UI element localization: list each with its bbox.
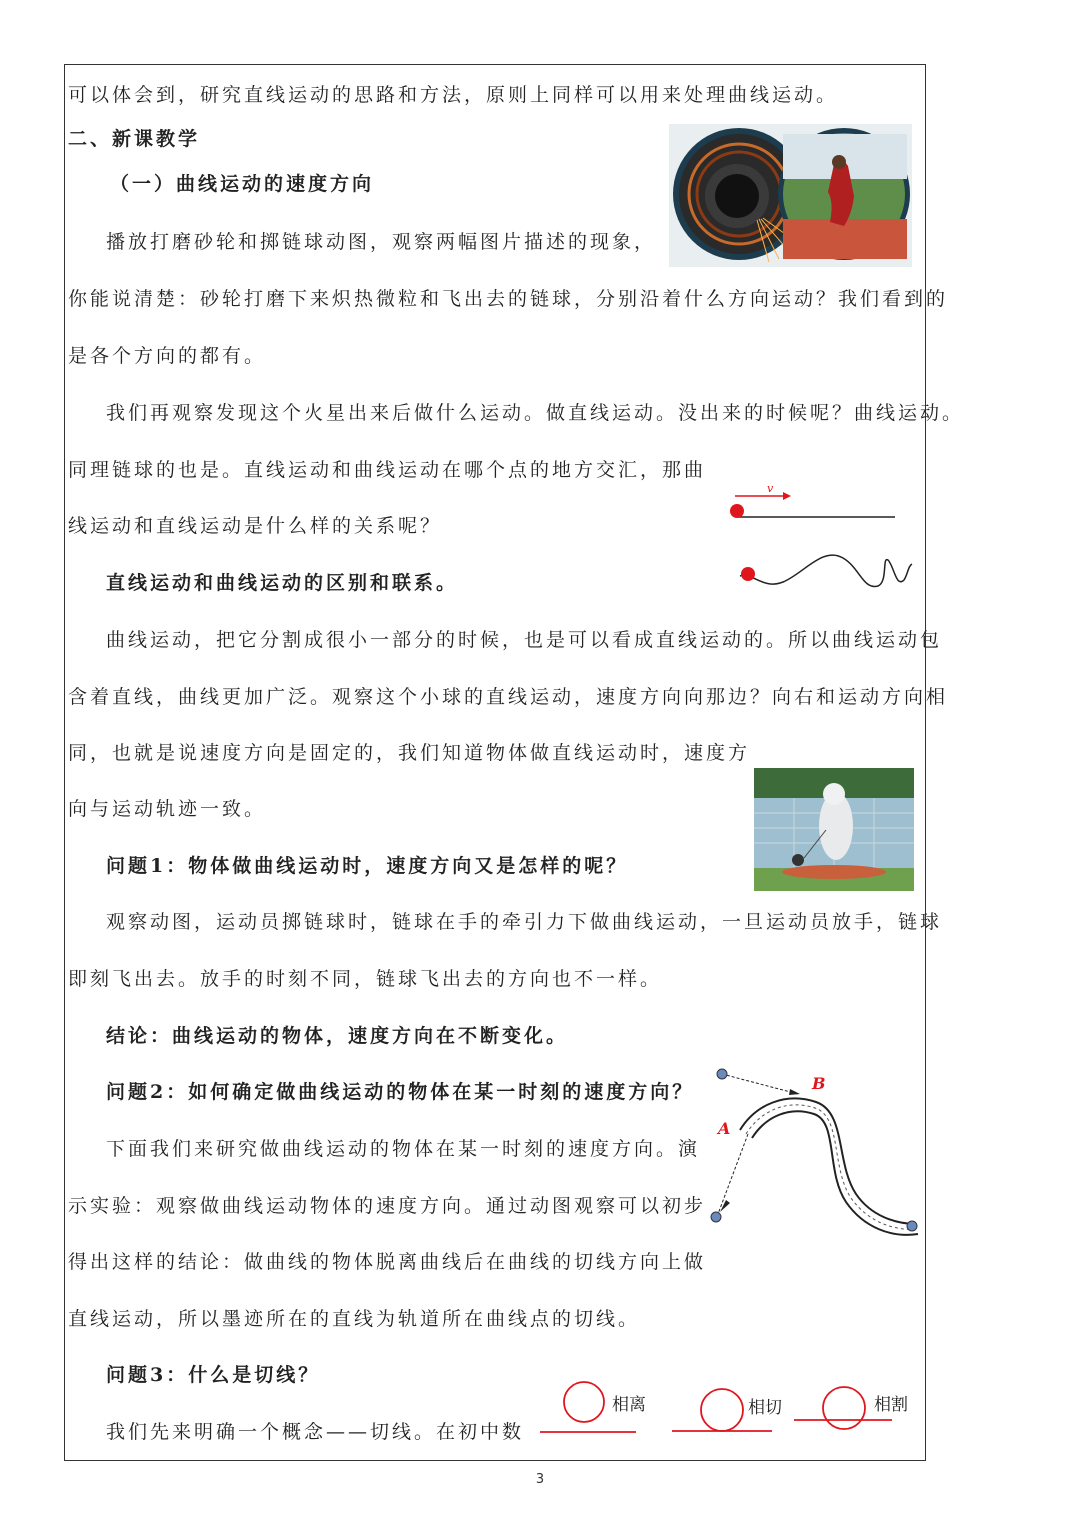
text-line: 曲线运动，把它分割成很小一部分的时候，也是可以看成直线运动的。所以曲线运动包 (106, 629, 943, 651)
text-line: 示实验：观察做曲线运动物体的速度方向。通过动图观察可以初步 (68, 1195, 707, 1217)
text-line: 直线运动，所以墨迹所在的直线为轨道所在曲线点的切线。 (68, 1308, 641, 1330)
text-line: 向与运动轨迹一致。 (68, 798, 267, 820)
circle-label-tangent: 相切 (748, 1398, 782, 1418)
conclusion: 结论：曲线运动的物体，速度方向在不断变化。 (106, 1025, 569, 1047)
straight-motion-diagram (725, 480, 905, 528)
velocity-label: v (767, 482, 774, 495)
text-line: 下面我们来研究做曲线运动的物体在某一时刻的速度方向。演 (106, 1138, 701, 1160)
text-line: 我们再观察发现这个火星出来后做什么运动。做直线运动。没出来的时候呢？曲线运动。 (106, 402, 965, 424)
text-line: 同理链球的也是。直线运动和曲线运动在哪个点的地方交汇，那曲 (68, 459, 707, 481)
subsection-heading: （一）曲线运动的速度方向 (110, 173, 375, 195)
curved-motion-diagram (728, 548, 918, 596)
ball (711, 1212, 721, 1222)
text-line: 可以体会到，研究直线运动的思路和方法，原则上同样可以用来处理曲线运动。 (68, 84, 839, 106)
text-line: 同，也就是说速度方向是固定的，我们知道物体做直线运动时，速度方 (68, 742, 751, 764)
text-line: 观察动图，运动员掷链球时，链球在手的牵引力下做曲线运动，一旦运动员放手，链球 (106, 911, 943, 933)
curved-track-diagram (706, 1064, 926, 1244)
text-line: 含着直线，曲线更加广泛。观察这个小球的直线运动，速度方向向那边？向右和运动方向相 (68, 686, 949, 708)
circle-label-separate: 相离 (612, 1395, 646, 1415)
ball (907, 1221, 917, 1231)
ball (730, 504, 744, 518)
question-2: 问题2：如何确定做曲线运动的物体在某一时刻的速度方向？ (106, 1081, 695, 1103)
point-a-label: A (718, 1119, 731, 1138)
hammer-throw-photo (754, 768, 914, 891)
grinding-wheel-hammer-photo (669, 124, 912, 267)
text-line: 得出这样的结论：做曲线的物体脱离曲线后在曲线的切线方向上做 (68, 1251, 707, 1273)
text-line: 是各个方向的都有。 (68, 345, 267, 367)
circle-line-diagram (536, 1374, 916, 1444)
ball (717, 1069, 727, 1079)
text-line: 即刻飞出去。放手的时刻不同，链球飞出去的方向也不一样。 (68, 968, 663, 990)
question-3: 问题3：什么是切线？ (106, 1364, 321, 1386)
question-1: 问题1：物体做曲线运动时，速度方向又是怎样的呢？ (106, 855, 629, 877)
circle-label-secant: 相割 (874, 1395, 908, 1415)
ball (741, 567, 755, 581)
text-line: 你能说清楚：砂轮打磨下来炽热微粒和飞出去的链球，分别沿着什么方向运动？我们看到的 (68, 288, 949, 310)
text-line: 直线运动和曲线运动的区别和联系。 (106, 572, 459, 594)
text-line: 播放打磨砂轮和掷链球动图，观察两幅图片描述的现象， (106, 231, 657, 253)
text-line: 我们先来明确一个概念——切线。在初中数 (106, 1421, 525, 1443)
point-b-label: B (812, 1074, 826, 1093)
page-number: 3 (535, 1472, 545, 1487)
text-line: 线运动和直线运动是什么样的关系呢？ (68, 515, 443, 537)
section-heading: 二、新课教学 (68, 128, 201, 150)
